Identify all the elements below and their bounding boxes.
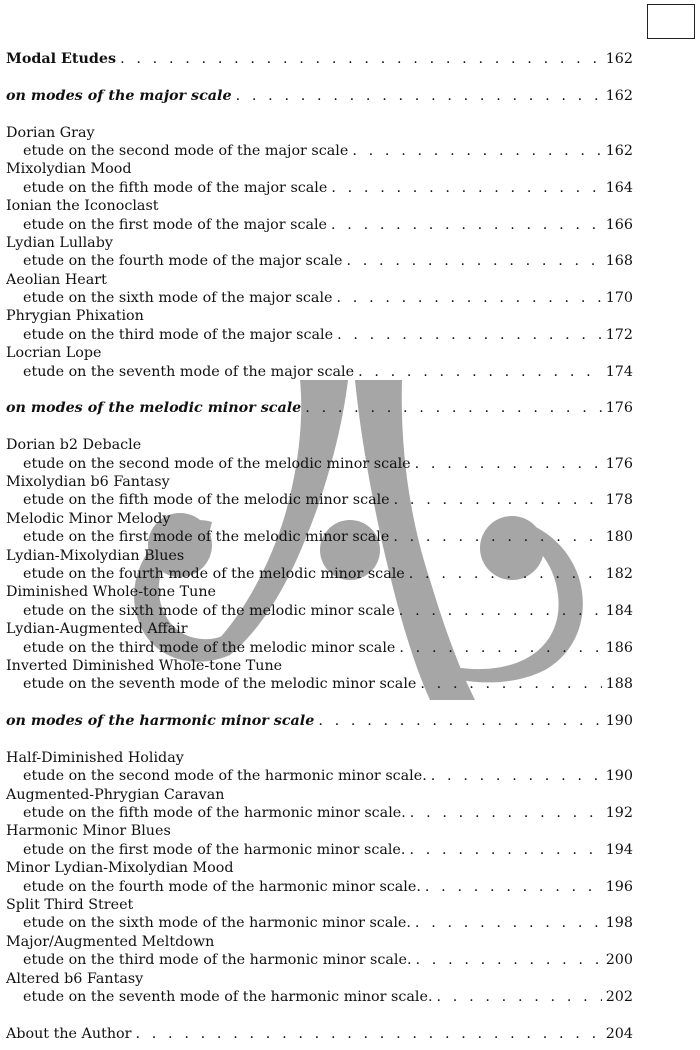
entry-subtitle: etude on the second mode of the harmonic minor scale.: [23, 768, 427, 785]
entry-subtitle: etude on the sixth mode of the harmonic minor scale.: [23, 915, 411, 932]
entry-title: Lydian Lullaby: [6, 234, 113, 251]
toc-entry-subtitle[interactable]: [6, 491, 633, 509]
page-number: 194: [605, 841, 633, 858]
dot-leader: [410, 804, 602, 822]
dot-leader: [336, 289, 601, 307]
page-number: 170: [605, 290, 633, 307]
page-number: 168: [605, 253, 633, 270]
dot-leader: [399, 602, 602, 620]
page-number: 198: [605, 915, 633, 932]
toc-entry-title[interactable]: [6, 271, 633, 289]
dot-leader: [337, 326, 602, 344]
toc-entry-title[interactable]: [6, 620, 633, 638]
dot-leader: [420, 675, 601, 693]
toc-entry-subtitle[interactable]: [6, 767, 633, 785]
entry-subtitle: etude on the third mode of the melodic minor scale: [23, 639, 396, 656]
toc-entry-subtitle[interactable]: [6, 639, 633, 657]
toc-entry-subtitle[interactable]: [6, 289, 633, 307]
page-number: 178: [605, 492, 633, 509]
entry-title: Lydian-Augmented Affair: [6, 621, 188, 638]
dot-leader: [358, 363, 602, 381]
toc-entry-about-author[interactable]: [6, 1025, 633, 1043]
dot-leader: [331, 179, 601, 197]
toc-entry-subtitle[interactable]: [6, 179, 633, 197]
toc-entry-title[interactable]: [6, 859, 633, 877]
toc-entry-subtitle[interactable]: [6, 142, 633, 160]
toc-entry-subtitle[interactable]: [6, 455, 633, 473]
page-number: 162: [605, 51, 633, 67]
entry-title: Dorian b2 Debacle: [6, 437, 142, 454]
toc-entry-subtitle[interactable]: [6, 565, 633, 583]
page-number: 162: [605, 142, 633, 159]
toc-entry-title[interactable]: [6, 970, 633, 988]
entry-title: Mixolydian Mood: [6, 161, 132, 178]
entry-title: Melodic Minor Melody: [6, 510, 171, 527]
section-title: on modes of the melodic minor scale: [6, 400, 302, 417]
page-number: 172: [605, 326, 633, 343]
entry-subtitle: etude on the sixth mode of the melodic minor scale: [23, 602, 395, 619]
entry-title: Half-Diminished Holiday: [6, 749, 184, 766]
entry-subtitle: etude on the seventh mode of the major scale: [23, 363, 355, 380]
entry-subtitle: etude on the seventh mode of the harmonic minor scale.: [23, 988, 433, 1005]
toc-entry-title[interactable]: [6, 197, 633, 215]
page-number-box: [647, 4, 695, 39]
entry-title: Minor Lydian-Mixolydian Mood: [6, 860, 234, 877]
dot-leader: [437, 988, 602, 1006]
toc-entry-title[interactable]: [6, 234, 633, 252]
toc-entry-subtitle[interactable]: [6, 675, 633, 693]
page-number: 186: [605, 639, 633, 656]
toc-section-melodic-minor[interactable]: [6, 399, 633, 417]
toc-entry-subtitle[interactable]: [6, 528, 633, 546]
dot-leader: [135, 1025, 601, 1043]
entry-title: Locrian Lope: [6, 345, 102, 362]
toc-entry-title[interactable]: [6, 307, 633, 325]
dot-leader: [120, 50, 602, 68]
page-number: 182: [605, 565, 633, 582]
entry-subtitle: etude on the third mode of the harmonic minor scale.: [23, 952, 412, 969]
entry-subtitle: etude on the fifth mode of the harmonic minor scale.: [23, 805, 406, 822]
dot-leader: [415, 914, 602, 932]
entry-title: Mixolydian b6 Fantasy: [6, 473, 170, 490]
toc-section-major[interactable]: [6, 87, 633, 105]
entry-subtitle: etude on the fifth mode of the major scale: [23, 179, 328, 196]
entry-subtitle: etude on the first mode of the melodic minor scale: [23, 529, 390, 546]
toc-entry-subtitle[interactable]: [6, 326, 633, 344]
dot-leader: [431, 767, 602, 785]
entry-subtitle: etude on the fourth mode of the melodic minor scale: [23, 565, 405, 582]
entry-subtitle: etude on the sixth mode of the major scale: [23, 290, 333, 307]
toc-section-harmonic-minor[interactable]: [6, 712, 633, 730]
dot-leader: [305, 399, 601, 417]
toc-entry-subtitle[interactable]: [6, 951, 633, 969]
entry-title: Inverted Diminished Whole-tone Tune: [6, 657, 283, 674]
page-number: 192: [605, 805, 633, 822]
toc-entry-subtitle[interactable]: [6, 988, 633, 1006]
dot-leader: [425, 878, 602, 896]
dot-leader: [318, 712, 601, 730]
page-number: 200: [605, 952, 633, 969]
entry-subtitle: etude on the third mode of the major scale: [23, 326, 334, 343]
page-number: 166: [605, 216, 633, 233]
page-number: 190: [605, 768, 633, 785]
entry-subtitle: etude on the second mode of the melodic minor scale: [23, 455, 411, 472]
toc-entry-subtitle[interactable]: [6, 216, 633, 234]
toc-entry-title[interactable]: [6, 344, 633, 362]
entry-subtitle: etude on the first mode of the harmonic minor scale.: [23, 841, 406, 858]
toc-entry-subtitle[interactable]: [6, 804, 633, 822]
page-number: 184: [605, 602, 633, 619]
section-title: on modes of the major scale: [6, 87, 232, 104]
page-number: 176: [605, 400, 633, 417]
entry-subtitle: etude on the seventh mode of the melodic minor scale: [23, 676, 417, 693]
toc-entry-modal-etudes[interactable]: [6, 50, 633, 68]
page-number: 180: [605, 529, 633, 546]
entry-subtitle: etude on the fourth mode of the harmonic minor scale.: [23, 878, 421, 895]
page-number: 190: [605, 713, 633, 730]
entry-subtitle: etude on the fourth mode of the major scale: [23, 253, 343, 270]
dot-leader: [393, 528, 601, 546]
toc-entry-title[interactable]: [6, 822, 633, 840]
toc-entry-title[interactable]: [6, 749, 633, 767]
entry-title: Lydian-Mixolydian Blues: [6, 547, 185, 564]
dot-leader: [409, 565, 602, 583]
toc-entry-title[interactable]: [6, 786, 633, 804]
toc-entry-title[interactable]: [6, 473, 633, 491]
toc-entry-title[interactable]: [6, 436, 633, 454]
toc-entry-subtitle[interactable]: [6, 841, 633, 859]
entry-subtitle: etude on the first mode of the major scale: [23, 216, 328, 233]
entry-title: Harmonic Minor Blues: [6, 823, 171, 840]
page-number: 164: [605, 179, 633, 196]
dot-leader: [394, 491, 602, 509]
toc-title: Modal Etudes: [6, 51, 117, 67]
dot-leader: [331, 216, 602, 234]
page-number: 202: [605, 988, 633, 1005]
entry-title: Augmented-Phrygian Caravan: [6, 786, 225, 803]
page-number: 162: [605, 87, 633, 104]
entry-title: Split Third Street: [6, 896, 134, 913]
entry-subtitle: etude on the fifth mode of the melodic minor scale: [23, 492, 390, 509]
toc-entry-title[interactable]: [6, 510, 633, 528]
entry-subtitle: etude on the second mode of the major scale: [23, 142, 349, 159]
page-number: 204: [605, 1025, 633, 1042]
dot-leader: [399, 639, 601, 657]
toc-entry-title[interactable]: [6, 160, 633, 178]
page-number: 188: [605, 676, 633, 693]
entry-title: Dorian Gray: [6, 124, 95, 141]
dot-leader: [409, 841, 601, 859]
dot-leader: [236, 87, 602, 105]
toc-entry-subtitle[interactable]: [6, 602, 633, 620]
entry-title: Aeolian Heart: [6, 271, 107, 288]
page-number: 176: [605, 455, 633, 472]
page-number: 196: [605, 878, 633, 895]
page-number: 174: [605, 363, 633, 380]
entry-title: About the Author: [6, 1025, 132, 1042]
toc-entry-title[interactable]: [6, 583, 633, 601]
entry-title: Diminished Whole-tone Tune: [6, 584, 216, 601]
dot-leader: [346, 252, 601, 270]
entry-title: Major/Augmented Meltdown: [6, 933, 215, 950]
toc-entry-title[interactable]: [6, 124, 633, 142]
dot-leader: [415, 455, 602, 473]
entry-title: Ionian the Iconoclast: [6, 198, 159, 215]
entry-title: Altered b6 Fantasy: [6, 970, 144, 987]
toc-entry-subtitle[interactable]: [6, 363, 633, 381]
toc-entry-title[interactable]: [6, 896, 633, 914]
table-of-contents: [6, 50, 633, 1043]
toc-entry-title[interactable]: [6, 933, 633, 951]
entry-title: Phrygian Phixation: [6, 308, 144, 325]
toc-entry-subtitle[interactable]: [6, 878, 633, 896]
toc-entry-subtitle[interactable]: [6, 252, 633, 270]
section-title: on modes of the harmonic minor scale: [6, 713, 315, 730]
toc-entry-subtitle[interactable]: [6, 914, 633, 932]
dot-leader: [416, 951, 602, 969]
toc-entry-title[interactable]: [6, 657, 633, 675]
toc-entry-title[interactable]: [6, 547, 633, 565]
dot-leader: [352, 142, 601, 160]
